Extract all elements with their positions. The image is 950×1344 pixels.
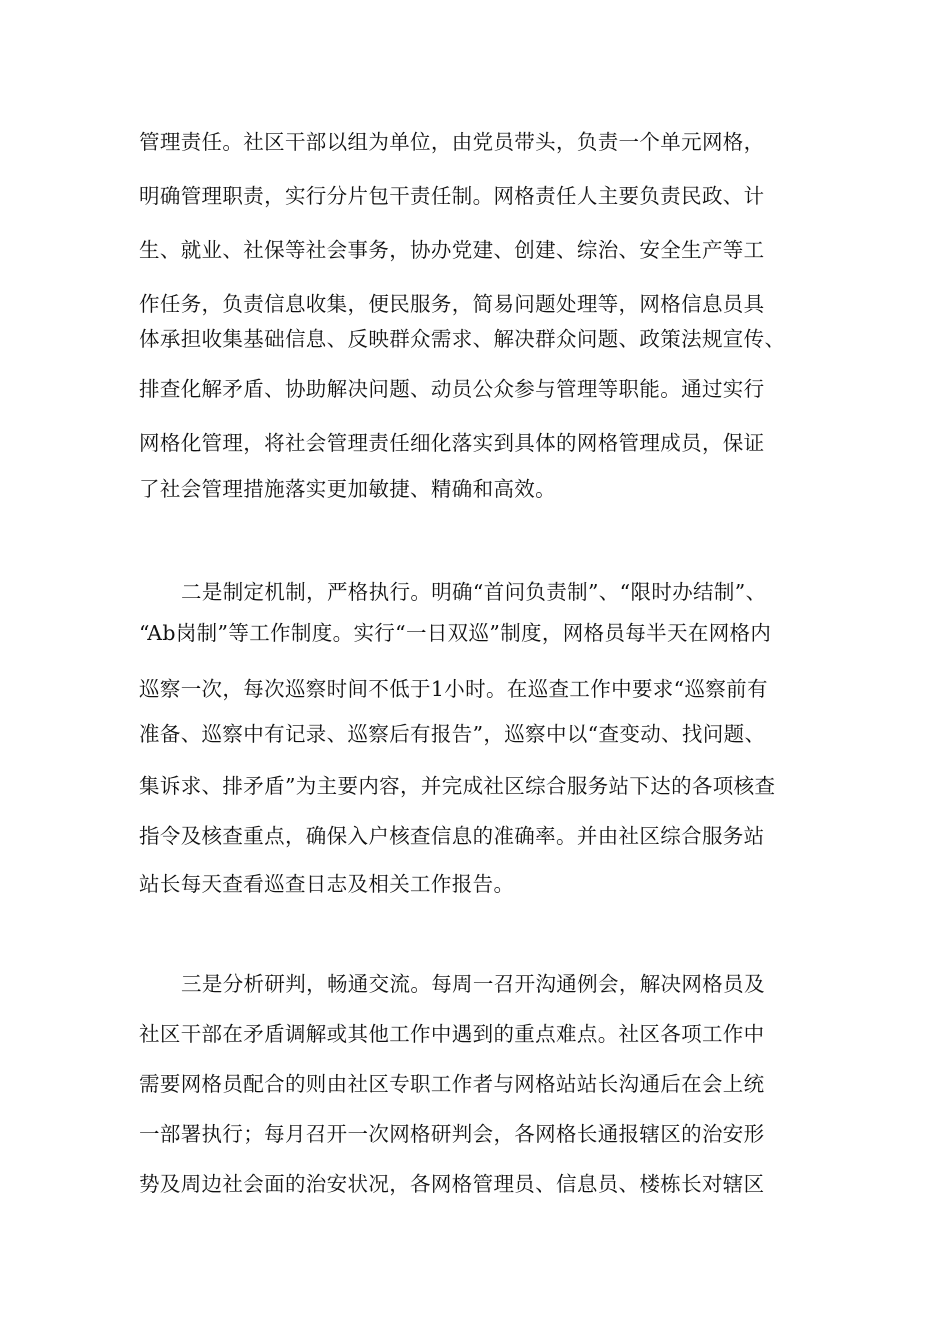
- text-line: 生、就业、社保等社会事务，协办党建、创建、综治、安全生产等工: [139, 238, 765, 262]
- text-line: 了社会管理措施落实更加敏捷、精确和高效。: [139, 477, 556, 501]
- text-line: 网格化管理，将社会管理责任细化落实到具体的网格管理成员，保证: [139, 431, 765, 455]
- text-line: 准备、巡察中有记录、巡察后有报告”，巡察中以“查变动、找问题、: [139, 722, 766, 746]
- text-line: “Ab岗制”等工作制度。实行“一日双巡”制度，网格员每半天在网格内: [139, 621, 772, 645]
- text-line: 体承担收集基础信息、反映群众需求、解决群众问题、政策法规宣传、: [139, 327, 786, 351]
- text-line: 管理责任。社区干部以组为单位，由党员带头，负责一个单元网格，: [139, 130, 765, 154]
- text-line: 社区干部在矛盾调解或其他工作中遇到的重点难点。社区各项工作中: [139, 1022, 765, 1046]
- text-line: 三是分析研判，畅通交流。每周一召开沟通例会，解决网格员及: [181, 972, 765, 996]
- text-line: 指令及核查重点，确保入户核查信息的准确率。并由社区综合服务站: [139, 824, 765, 848]
- text-line: 巡察一次，每次巡察时间不低于1小时。在巡查工作中要求“巡察前有: [139, 677, 768, 701]
- text-line: 站长每天查看巡查日志及相关工作报告。: [139, 872, 515, 896]
- text-line: 二是制定机制，严格执行。明确“首问负责制”、“限时办结制”、: [181, 580, 767, 604]
- text-line: 明确管理职责，实行分片包干责任制。网格责任人主要负责民政、计: [139, 184, 765, 208]
- text-line: 集诉求、排矛盾”为主要内容，并完成社区综合服务站下达的各项核查: [139, 774, 776, 798]
- text-line: 一部署执行；每月召开一次网格研判会，各网格长通报辖区的治安形: [139, 1122, 765, 1146]
- text-line: 需要网格员配合的则由社区专职工作者与网格站站长沟通后在会上统: [139, 1072, 765, 1096]
- text-line: 势及周边社会面的治安状况，各网格管理员、信息员、楼栋长对辖区: [139, 1172, 765, 1196]
- text-line: 作任务，负责信息收集，便民服务，简易问题处理等，网格信息员具: [139, 292, 765, 316]
- text-line: 排查化解矛盾、协助解决问题、动员公众参与管理等职能。通过实行: [139, 377, 765, 401]
